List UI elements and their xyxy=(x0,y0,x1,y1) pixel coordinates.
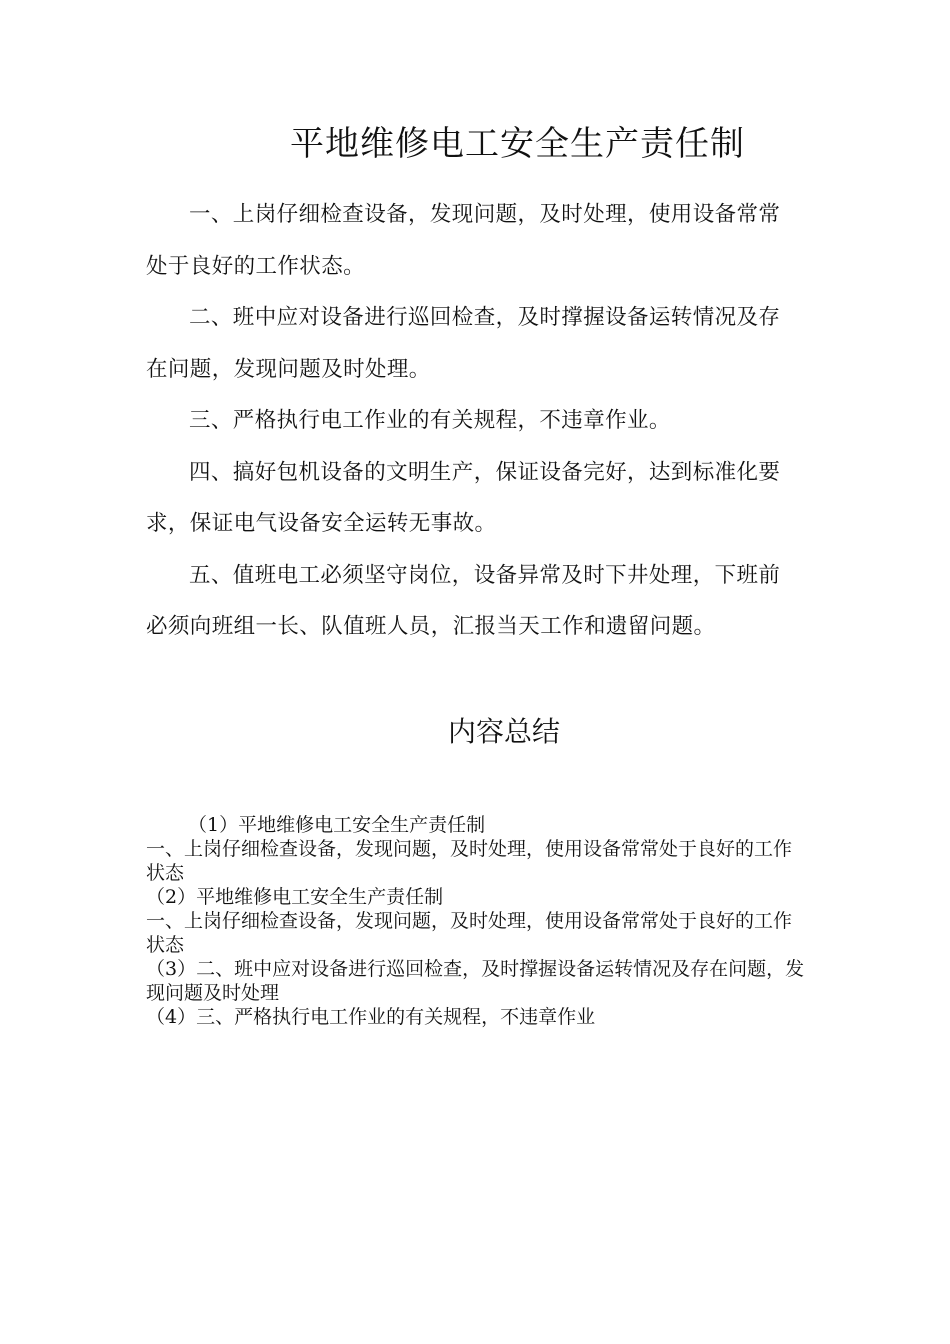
summary-line-1: （1）平地维修电工安全生产责任制 xyxy=(188,814,486,836)
paragraph-5: 五、值班电工必须坚守岗位，设备异常及时下井处理，下班前必须向班组一长、队值班人员，汇报当天工作和遗留问题。 xyxy=(146,562,781,639)
paragraph-3: 三、严格执行电工作业的有关规程，不违章作业。 xyxy=(189,408,671,433)
document-body xyxy=(146,189,796,653)
summary-line-3: （2）平地维修电工安全生产责任制 xyxy=(146,886,444,908)
summary-heading: 内容总结 xyxy=(448,715,561,748)
document-title: 平地维修电工安全生产责任制 xyxy=(290,124,745,164)
paragraph-2: 二、班中应对设备进行巡回检查，及时撑握设备运转情况及存在问题，发现问题及时处理。 xyxy=(146,305,781,382)
summary-line-4: 一、上岗仔细检查设备，发现问题，及时处理，使用设备常常处于良好的工作状态 xyxy=(146,910,793,956)
summary-section xyxy=(146,813,806,1029)
summary-line-6: （4）三、严格执行电工作业的有关规程，不违章作业 xyxy=(146,1006,596,1028)
paragraph-1: 一、上岗仔细检查设备，发现问题，及时处理，使用设备常常处于良好的工作状态。 xyxy=(146,202,781,279)
paragraph-4: 四、搞好包机设备的文明生产，保证设备完好，达到标准化要求，保证电气设备安全运转无事故。 xyxy=(146,459,781,536)
summary-line-2: 一、上岗仔细检查设备，发现问题，及时处理，使用设备常常处于良好的工作状态 xyxy=(146,838,793,884)
summary-line-5: （3）二、班中应对设备进行巡回检查，及时撑握设备运转情况及存在问题，发现问题及时处理 xyxy=(146,958,805,1004)
